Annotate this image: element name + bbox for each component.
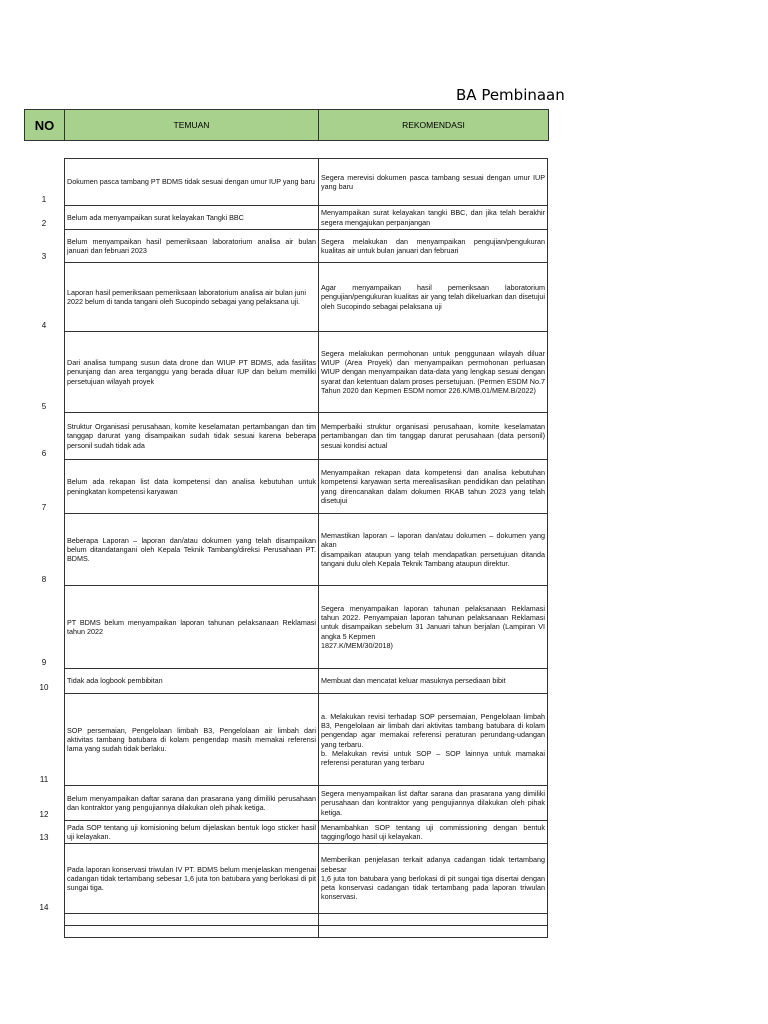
rekomendasi-cell — [318, 786, 548, 821]
table-row — [0, 158, 768, 206]
temuan-cell — [64, 332, 319, 413]
rekomendasi-cell — [318, 514, 548, 586]
table-row — [0, 413, 768, 460]
table-row — [0, 694, 768, 786]
rekomendasi-text: Segera melakukan dan menyampaikan pengujian/pengukuran kualitas air untuk bulan januari dan februari — [321, 236, 545, 255]
rekomendasi-cell — [318, 694, 548, 786]
rekomendasi-cell — [318, 914, 548, 926]
rekomendasi-cell — [318, 263, 548, 332]
header-no: NO — [24, 109, 65, 141]
temuan-text: Tidak ada logbook pembibitan — [67, 676, 163, 686]
row-number: 5 — [41, 402, 47, 411]
temuan-cell — [64, 694, 319, 786]
table-row — [0, 669, 768, 694]
row-number: 6 — [41, 449, 47, 458]
rekomendasi-text: Memperbaiki struktur organisasi perusahaan, komite keselamatan pertambangan dan tim tanggap darurat perusahaan (data personil) sesuai kondisi actual — [321, 422, 545, 450]
temuan-cell — [64, 844, 319, 914]
document-title: BA Pembinaan — [456, 86, 565, 104]
table-row — [0, 460, 768, 514]
row-number: 4 — [41, 321, 47, 330]
rekomendasi-cell — [318, 230, 548, 263]
row-number: 9 — [41, 658, 47, 667]
row-number: 11 — [39, 775, 49, 784]
rekomendasi-cell — [318, 206, 548, 230]
temuan-text: Belum menyampaikan daftar sarana dan prasarana yang dimiliki perusahaan dan kontraktor yang pengujiannya dilakukan oleh pihak ketiga. — [67, 793, 316, 812]
rekomendasi-text: Menyampaikan surat kelayakan tangki BBC, dan jika telah berakhir segera mengajukan perpanjangan — [321, 208, 545, 227]
rekomendasi-cell — [318, 460, 548, 514]
table-row — [0, 230, 768, 263]
temuan-text: Struktur Organisasi perusahaan, komite keselamatan pertambangan dan tim tanggap darurat yang disampaikan sudah tidak sesuai karena beberapa personil sudah tidak ada — [67, 422, 316, 450]
rekomendasi-text: Segera melakukan permohonan untuk penggunaan wilayah diluar WIUP (Area Proyek) dan menyampaikan permohonan perluasan WIUP dengan menyampaikan data-data yang lengkap sesuai dengan syarat dan ketentuan dalam proses persetujuan. (Permen ESDM No.7 Tahun 2020 dan Kepmen ESDM nomor 226.K/MB.01/MEM.B/2022) — [321, 348, 545, 395]
temuan-cell — [64, 514, 319, 586]
rekomendasi-cell — [318, 926, 548, 938]
row-number: 10 — [39, 683, 49, 692]
rekomendasi-text: Membuat dan mencatat keluar masuknya persediaan bibit — [321, 676, 506, 686]
rekomendasi-cell — [318, 158, 548, 206]
temuan-cell — [64, 669, 319, 694]
table-row — [0, 206, 768, 230]
table-row — [0, 821, 768, 844]
row-number — [24, 936, 64, 938]
temuan-text: Belum ada menyampaikan surat kelayakan Tangki BBC — [67, 212, 244, 222]
temuan-cell — [64, 586, 319, 669]
table-row — [0, 926, 768, 938]
rekomendasi-text: a. Melakukan revisi terhadap SOP persemaian, Pengelolaan limbah B3, Pengelolaan air limbah dari aktivitas tambang batubara di kolam pengendap agar memakai referensi peraturan perundang-udangan yang terbaru. b. Melakukan revisi untuk SOP – SOP lainnya untuk mamakai referensi peraturan yang terbaru — [321, 711, 545, 767]
temuan-text: Belum ada rekapan list data kompetensi dan analisa kebutuhan untuk peningkatan kompetensi karyawan — [67, 477, 316, 496]
row-number: 12 — [39, 810, 49, 819]
temuan-cell — [64, 413, 319, 460]
header-temuan: TEMUAN — [64, 109, 319, 141]
temuan-text: Dokumen pasca tambang PT BDMS tidak sesuai dengan umur IUP yang baru — [67, 177, 315, 187]
temuan-cell — [64, 230, 319, 263]
table-row — [0, 786, 768, 821]
table-row — [0, 586, 768, 669]
rekomendasi-text: Segera menyampaikan list daftar sarana dan prasarana yang dimiliki perusahaan dan kontraktor yang pengujiannya dilakukan oleh pihak ketiga. — [321, 789, 545, 817]
table-row — [0, 914, 768, 926]
row-number: 3 — [41, 252, 47, 261]
row-number: 13 — [39, 833, 49, 842]
row-number: 2 — [41, 219, 47, 228]
temuan-text: Dari analisa tumpang susun data drone dan WIUP PT BDMS, ada fasilitas penunjang dan area terganggu yang berada diluar IUP dan belum memiliki persetujuan wilayah proyek — [67, 358, 316, 386]
temuan-text: Beberapa Laporan – laporan dan/atau dokumen yang telah disampaikan belum ditandatangani oleh Kepala Teknik Tambang/direksi Perusahaan PT. BDMS. — [67, 535, 316, 564]
rekomendasi-cell — [318, 821, 548, 844]
temuan-text: Pada SOP tentang uji komisioning belum dijelaskan bentuk logo sticker hasil uji kelayakan. — [67, 822, 316, 841]
temuan-text: Pada laporan konservasi triwulan IV PT. BDMS belum menjelaskan mengenai cadangan tidak tertambang sebesar 1,6 juta ton batubara yang berlokasi di pit sungai tiga. — [67, 864, 316, 893]
rekomendasi-cell — [318, 669, 548, 694]
row-number: 7 — [41, 503, 47, 512]
rekomendasi-cell — [318, 844, 548, 914]
temuan-cell — [64, 460, 319, 514]
temuan-cell — [64, 158, 319, 206]
temuan-cell — [64, 821, 319, 844]
table-row — [0, 332, 768, 413]
row-number: 8 — [41, 575, 47, 584]
rekomendasi-cell — [318, 413, 548, 460]
rekomendasi-text: Segera menyampaikan laporan tahunan pelaksanaan Reklamasi tahun 2022. Penyampaian laporan tahunan pelaksanaan Reklamasi untuk disampaikan sebelum 31 Januari tahun berjalan (Lampiran VI angka 5 Kepmen 1827.K/MEM/30/2018) — [321, 603, 545, 650]
rekomendasi-text: Memastikan laporan – laporan dan/atau dokumen – dokumen yang akan disampaikan ataupun yang telah mendapatkan persetujuan ditanda tangani dulu oleh Kepala Teknik Tambang ataupun direktur. — [321, 531, 545, 568]
table-row — [0, 263, 768, 332]
rekomendasi-text: Menyampaikan rekapan data kompetensi dan analisa kebutuhan kompetensi karyawan serta merealisasikan pendidikan dan pelatihan yang direncanakan dalam dokumen RKAB tahun 2023 yang telah disetujui — [321, 468, 545, 505]
temuan-text: SOP persemaian, Pengelolaan limbah B3, Pengelolaan air limbah dari aktivitas tambang batubara di kolam pengendap masih memakai referensi lama yang sudah tidak berlaku. — [67, 725, 316, 754]
rekomendasi-cell — [318, 332, 548, 413]
header-rekomendasi: REKOMENDASI — [318, 109, 549, 141]
temuan-cell — [64, 206, 319, 230]
rekomendasi-cell — [318, 586, 548, 669]
temuan-text: PT BDMS belum menyampaikan laporan tahunan pelaksanaan Reklamasi tahun 2022 — [67, 617, 316, 636]
temuan-cell — [64, 926, 319, 938]
row-number: 1 — [41, 195, 47, 204]
rekomendasi-text: Agar menyampaikan hasil pemeriksaan laboratorium pengujian/pengukuran kualitas air yang telah dikeluarkan dan disetujui oleh Sucopindo sebagai pelaksana uji — [321, 283, 545, 311]
temuan-cell — [64, 914, 319, 926]
row-number: 14 — [39, 903, 49, 912]
temuan-cell — [64, 263, 319, 332]
table-row — [0, 514, 768, 586]
temuan-text: Belum menyampaikan hasil pemeriksaan laboratorium analisa air bulan januari dan februari 2023 — [67, 236, 316, 255]
table-row — [0, 844, 768, 914]
temuan-text: Laporan hasil pemeriksaan pemeriksaan laboratorium analisa air bulan juni 2022 belum di tanda tangani oleh Sucopindo sebagai yang pelaksana uji. — [67, 287, 306, 306]
rekomendasi-text: Menambahkan SOP tentang uji commissioning dengan bentuk tagging/logo hasil uji kelayakan. — [321, 822, 545, 841]
rekomendasi-text: Segera merevisi dokumen pasca tambang sesuai dengan umur IUP yang baru — [321, 172, 545, 191]
rekomendasi-text: Memberikan penjelasan terkait adanya cadangan tidak tertambang sebesar 1,6 juta ton batubara yang berlokasi di pit sungai tiga disertai dengan peta konservasi cadangan tidak tertambang pada laporan triwulan konservasi. — [321, 855, 545, 902]
temuan-cell — [64, 786, 319, 821]
